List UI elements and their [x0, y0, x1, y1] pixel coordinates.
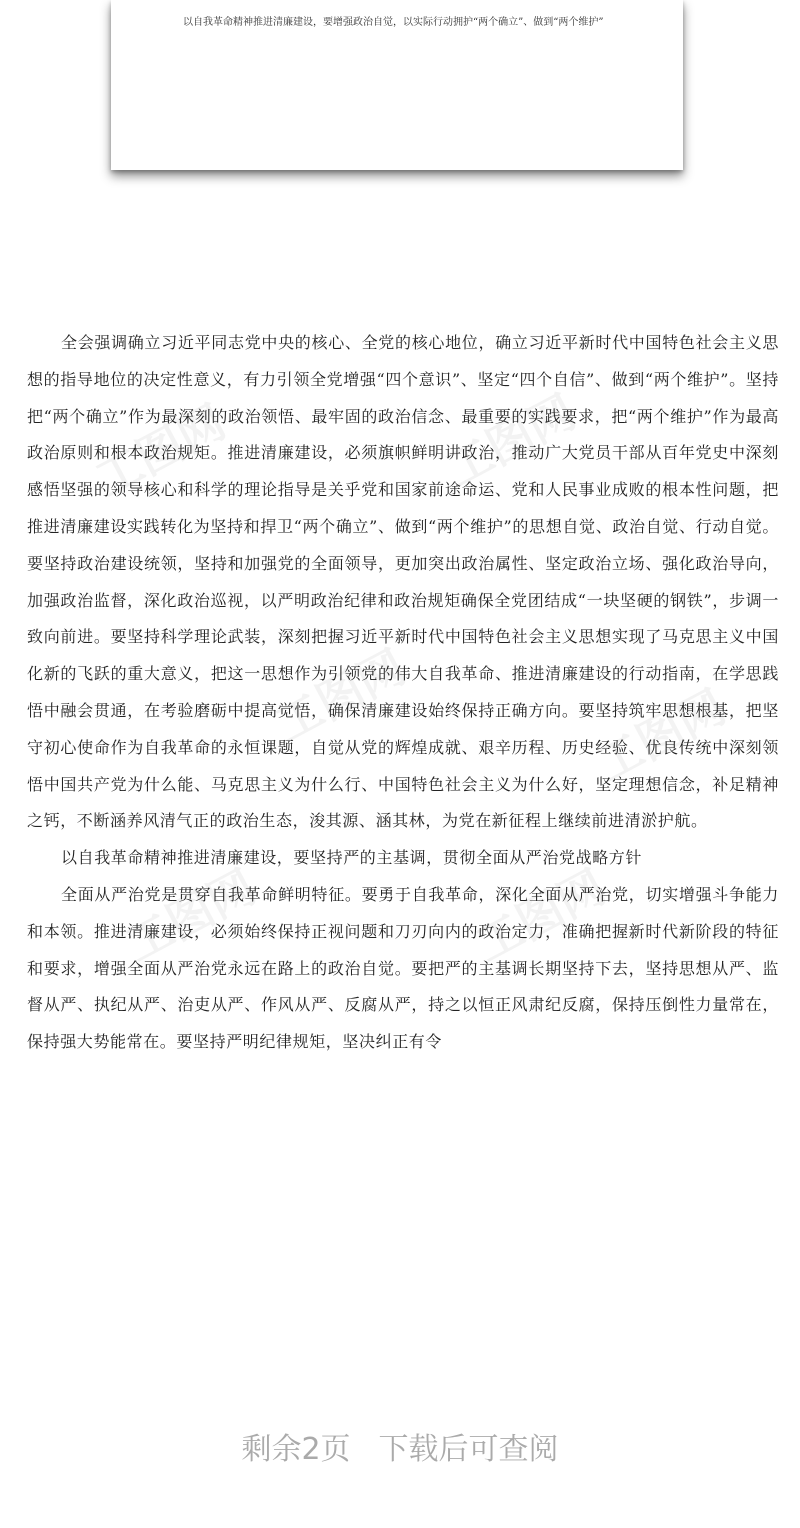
watermark: 工图网 — [86, 394, 235, 507]
body-paragraph: 全会强调确立习近平同志党中央的核心、全党的核心地位，确立习近平新时代中国特色社会主义思想的指导地位的决定性意义，有力引领全党增强“四个意识”、坚定“四个自信”、做到“两个维护”。坚持把“两个确立”作为最深刻的政治领悟、最牢固的政治信念、最重要的实践要求，把“两个维护”作为最高政治原则和根本政治规矩。推进清廉建设，必须旗帜鲜明讲政治，推动广大党员干部从百年党史中深刻感悟坚强的领导核心和科学的理论指导是关乎党和国家前途命运、党和人民事业成败的根本性问题，把推进清廉建设实践转化为坚持和捍卫“两个确立”、做到“两个维护”的思想自觉、政治自觉、行动自觉。要坚持政治建设统领，坚持和加强党的全面领导，更加突出政治属性、坚定政治立场、强化政治导向，加强政治监督，深化政治巡视，以严明政治纪律和政治规矩确保全党团结成“一块坚硬的钢铁”，步调一致向前进。要坚持科学理论武装，深刻把握习近平新时代中国特色社会主义思想实现了马克思主义中国化新的飞跃的重大意义，把这一思想作为引领党的伟大自我革命、推进清廉建设的行动指南，在学思践悟中融会贯通，在考验磨砺中提高觉悟，确保清廉建设始终保持正确方向。要坚持筑牢思想根基，把坚守初心使命作为自我革命的永恒课题，自觉从党的辉煌成就、艰辛历程、历史经验、优良传统中深刻领悟中国共产党为什么能、马克思主义为什么行、中国特色社会主义为什么好，坚定理想信念，补足精神之钙，不断涵养风清气正的政治生态，浚其源、涵其林，为党在新征程上继续前进清淤护航。 — [27, 333, 779, 831]
document-body — [27, 325, 779, 1061]
watermark: 工图网 — [116, 859, 265, 972]
watermark: 工图网 — [466, 859, 615, 972]
remaining-pages-label: 剩余2页 — [241, 1432, 351, 1467]
watermark: 工图网 — [266, 639, 415, 752]
watermark: 工图网 — [436, 384, 585, 497]
download-to-read-label: 下载后可查阅 — [378, 1432, 559, 1467]
previous-page-text: 以自我革命精神推进清廉建设，要增强政治自觉，以实际行动拥护“两个确立”、做到“两个维护” — [183, 17, 604, 28]
previous-page-card — [111, 0, 683, 170]
body-paragraph: 全面从严治党是贯穿自我革命鲜明特征。要勇于自我革命，深化全面从严治党，切实增强斗争能力和本领。推进清廉建设，必须始终保持正视问题和刀刃向内的政治定力，准确把握新时代新阶段的特征和要求，增强全面从严治党永远在路上的政治自觉。要把严的主基调长期坚持下去，坚持思想从严、监督从严、执纪从严、治吏从严、作风从严、反腐从严，持之以恒正风肃纪反腐，保持压倒性力量常在，保持强大势能常在。要坚持严明纪律规矩，坚决纠正有令 — [27, 884, 779, 1052]
section-heading: 以自我革命精神推进清廉建设，要坚持严的主基调，贯彻全面从严治党战略方针 — [61, 848, 643, 868]
read-more-button[interactable] — [0, 1430, 800, 1470]
watermark: 工图网 — [586, 679, 735, 792]
